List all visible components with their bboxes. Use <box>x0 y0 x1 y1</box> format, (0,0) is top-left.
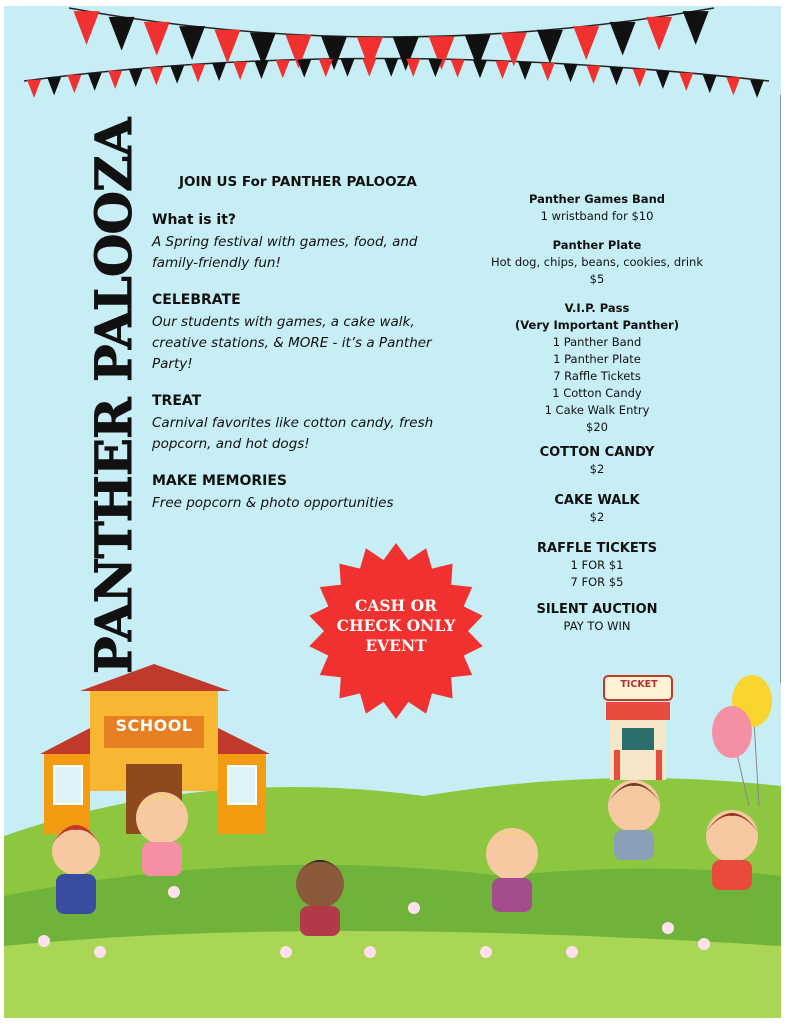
bunting-flag <box>541 63 555 81</box>
bunting-flag <box>451 59 465 77</box>
vip-subtitle: (Very Important Panther) <box>515 318 679 332</box>
games-band-detail: 1 wristband for $10 <box>540 209 654 223</box>
bunting-flag <box>633 69 647 87</box>
raffle-line: 7 FOR $5 <box>570 575 624 589</box>
bunting-flag <box>170 66 184 84</box>
school-scene-illustration <box>4 646 781 1018</box>
bunting-flag <box>67 75 81 93</box>
bunting-flag <box>47 77 61 95</box>
bunting-flag <box>74 11 100 45</box>
cake-walk-title: CAKE WALK <box>554 493 640 508</box>
bunting-flag <box>191 64 205 82</box>
bunting-flag <box>586 66 600 84</box>
bunting-flag <box>537 30 563 64</box>
school-sign: SCHOOL <box>115 716 193 735</box>
bunting-flag <box>149 67 163 85</box>
bunting-flag <box>212 63 226 81</box>
ticket-booth-icon <box>604 676 672 780</box>
plate-detail: Hot dog, chips, beans, cookies, drink <box>490 255 703 269</box>
badge-line: CHECK ONLY <box>336 616 456 635</box>
bunting-flag <box>518 62 532 80</box>
section-body: Our students with games, a cake walk, creative stations, & MORE - it’s a Panther Party! <box>152 314 432 372</box>
bunting-decoration <box>4 6 781 116</box>
bunting-flag <box>406 59 420 77</box>
bunting-flag <box>88 73 102 91</box>
bunting-flag <box>341 59 355 77</box>
bunting-flag <box>109 17 135 51</box>
section-memories <box>152 473 452 514</box>
section-celebrate <box>152 292 452 375</box>
flyer-page <box>4 6 781 1018</box>
bunting-flag <box>750 80 764 98</box>
cotton-candy-title: COTTON CANDY <box>539 445 655 460</box>
vip-title: V.I.P. Pass <box>564 301 630 315</box>
bunting-flag <box>495 61 509 79</box>
cake-walk-price: $2 <box>589 510 605 524</box>
bunting-flag <box>679 73 693 91</box>
bunting-flag <box>726 77 740 95</box>
badge-line: CASH OR <box>355 596 437 615</box>
bunting-flag <box>179 26 205 60</box>
price-list <box>452 191 742 635</box>
vertical-title: PANTHER PALOOZA <box>84 118 143 674</box>
bunting-flag <box>473 60 487 78</box>
vip-item: 1 Panther Band <box>552 335 642 349</box>
auction-title: SILENT AUCTION <box>536 602 658 617</box>
cotton-candy-price: $2 <box>589 462 605 476</box>
section-body: Free popcorn & photo opportunities <box>152 495 394 511</box>
vip-item: 7 Raffle Tickets <box>553 369 641 383</box>
section-what <box>152 212 452 274</box>
bunting-flag <box>319 59 333 77</box>
bunting-flag <box>276 60 290 78</box>
section-treat <box>152 393 452 455</box>
bunting-flag <box>384 59 398 77</box>
plate-title: Panther Plate <box>552 238 642 252</box>
bunting-flag <box>254 61 268 79</box>
badge-line: EVENT <box>365 636 427 655</box>
auction-line: PAY TO WIN <box>563 619 631 633</box>
section-heading: MAKE MEMORIES <box>152 473 288 489</box>
section-heading: What is it? <box>152 212 237 228</box>
section-body: Carnival favorites like cotton candy, fresh popcorn, and hot dogs! <box>152 415 434 452</box>
bunting-flag <box>108 71 122 89</box>
raffle-line: 1 FOR $1 <box>570 558 624 572</box>
bunting-flag <box>214 30 240 64</box>
event-description <box>152 174 452 532</box>
games-band-title: Panther Games Band <box>528 192 665 206</box>
vip-price: $20 <box>586 420 608 434</box>
ticket-sign: TICKET <box>620 679 658 690</box>
section-heading: TREAT <box>152 393 202 409</box>
bunting-flag <box>297 59 311 77</box>
bunting-flag <box>144 22 170 56</box>
bunting-flag <box>610 67 624 85</box>
bunting-flag <box>573 26 599 60</box>
bunting-flag <box>610 22 636 56</box>
section-heading: CELEBRATE <box>152 292 241 308</box>
section-body: A Spring festival with games, food, and family-friendly fun! <box>152 234 418 271</box>
bunting-flag <box>656 71 670 89</box>
bunting-flag <box>428 59 442 77</box>
scrollbar[interactable] <box>780 94 781 684</box>
bunting-flag <box>27 80 41 98</box>
raffle-title: RAFFLE TICKETS <box>537 541 657 556</box>
vip-item: 1 Cotton Candy <box>552 386 642 400</box>
vip-item: 1 Panther Plate <box>553 352 641 366</box>
plate-price: $5 <box>589 272 605 286</box>
bunting-flag <box>683 11 709 45</box>
bunting-flag <box>129 69 143 87</box>
bunting-flag <box>233 62 247 80</box>
join-heading: JOIN US For PANTHER PALOOZA <box>179 174 417 190</box>
bunting-flag <box>646 17 672 51</box>
bunting-flag <box>564 64 578 82</box>
bunting-flag <box>362 59 376 77</box>
vip-item: 1 Cake Walk Entry <box>544 403 650 417</box>
bunting-flag <box>703 75 717 93</box>
